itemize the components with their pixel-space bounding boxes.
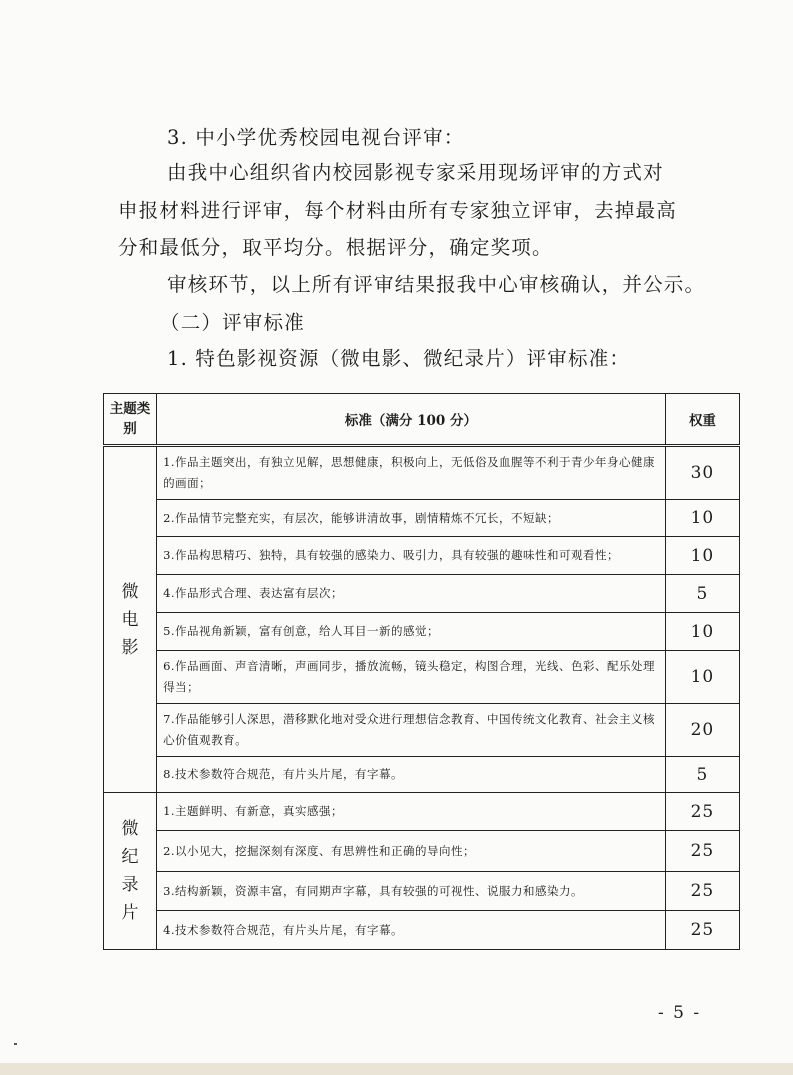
criteria-table <box>103 393 740 950</box>
page-bottom-edge <box>0 1063 793 1075</box>
header-category: 主题类别 <box>104 394 157 446</box>
weight-value: 30 <box>665 446 739 500</box>
standard-text: 2.以小见大，挖掘深刻有深度、有思辨性和正确的导向性； <box>157 831 666 872</box>
section-heading-criteria: （二）评审标准 <box>160 311 305 334</box>
standard-text: 3.结构新颖，资源丰富，有同期声字幕，具有较强的可视性、说服力和感染力。 <box>157 872 666 911</box>
scan-speck <box>14 1043 17 1045</box>
table-row <box>104 872 740 911</box>
standard-text: 4.技术参数符合规范，有片头片尾，有字幕。 <box>157 911 666 950</box>
weight-value: 10 <box>665 613 739 651</box>
standard-text: 1.主题鲜明、有新意，真实感强； <box>157 793 666 831</box>
standard-text: 8.技术参数符合规范，有片头片尾，有字幕。 <box>157 757 666 793</box>
paragraph-line-2: 申报材料进行评审，每个材料由所有专家独立评审，去掉最高 <box>118 199 677 222</box>
table-row <box>104 704 740 757</box>
paragraph-line-3: 分和最低分，取平均分。根据评分，确定奖项。 <box>118 236 553 259</box>
weight-value: 20 <box>665 704 739 757</box>
standard-text: 6.作品画面、声音清晰，声画同步，播放流畅，镜头稳定，构图合理，光线、色彩、配乐处理得当； <box>157 651 666 704</box>
table-row <box>104 793 740 831</box>
paragraph-line-1: 由我中心组织省内校园影视专家采用现场评审的方式对 <box>167 161 664 184</box>
header-weight: 权重 <box>665 394 739 446</box>
table-row <box>104 757 740 793</box>
weight-value: 10 <box>665 537 739 575</box>
weight-value: 25 <box>665 831 739 872</box>
paragraph-audit: 审核环节，以上所有评审结果报我中心审核确认，并公示。 <box>167 273 706 296</box>
heading-school-tv-review: 3. 中小学优秀校园电视台评审： <box>167 126 465 149</box>
header-standard: 标准（满分 100 分） <box>157 394 666 446</box>
table-row <box>104 651 740 704</box>
table-row <box>104 446 740 500</box>
standard-text: 7.作品能够引人深思，潜移默化地对受众进行理想信念教育、中国传统文化教育、社会主义核心价值观教育。 <box>157 704 666 757</box>
category-micro-documentary: 微纪录片 <box>104 793 157 950</box>
table-row <box>104 537 740 575</box>
standard-text: 2.作品情节完整充实，有层次，能够讲清故事，剧情精炼不冗长，不短缺； <box>157 500 666 537</box>
standard-text: 4.作品形式合理、表达富有层次； <box>157 575 666 613</box>
standard-text: 1.作品主题突出，有独立见解，思想健康，积极向上，无低俗及血腥等不利于青少年身心健康的画面； <box>157 446 666 500</box>
table-row <box>104 831 740 872</box>
weight-value: 25 <box>665 793 739 831</box>
table-row <box>104 613 740 651</box>
weight-value: 10 <box>665 500 739 537</box>
table-row <box>104 500 740 537</box>
table-row <box>104 911 740 950</box>
standard-text: 5.作品视角新颖，富有创意，给人耳目一新的感觉； <box>157 613 666 651</box>
table-header-row <box>104 394 740 446</box>
table-row <box>104 575 740 613</box>
weight-value: 25 <box>665 911 739 950</box>
category-micro-film: 微电影 <box>104 446 157 793</box>
standard-text: 3.作品构思精巧、独特，具有较强的感染力、吸引力，具有较强的趣味性和可观看性； <box>157 537 666 575</box>
page-number: - 5 - <box>658 1003 702 1023</box>
subheading-criteria: 1. 特色影视资源（微电影、微纪录片）评审标准： <box>167 347 631 370</box>
weight-value: 5 <box>665 757 739 793</box>
weight-value: 25 <box>665 872 739 911</box>
weight-value: 10 <box>665 651 739 704</box>
weight-value: 5 <box>665 575 739 613</box>
